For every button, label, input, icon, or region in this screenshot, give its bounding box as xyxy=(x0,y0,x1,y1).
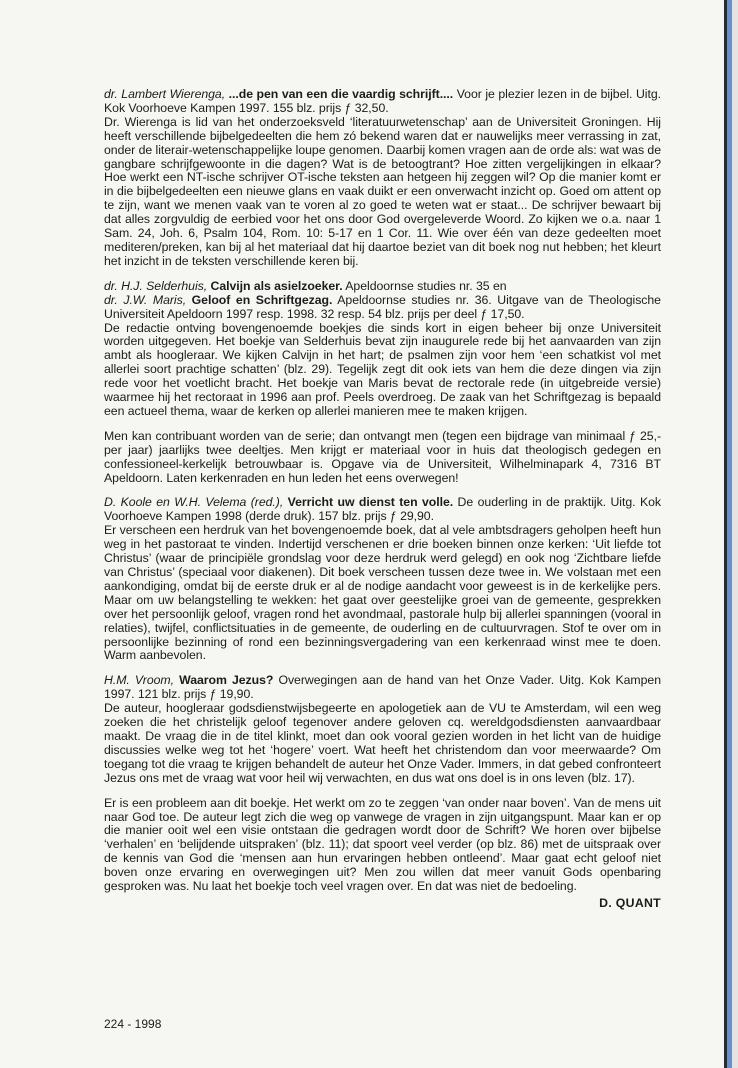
review-book-info: De ouderling in de praktijk. Uitg. Kok Voorhoeve Kampen 1998 (derde druk). 157 blz. prijs ƒ 29,90. xyxy=(104,495,661,524)
review-wierenga xyxy=(104,88,661,269)
review-critique-paragraph: Er is een probleem aan dit boekje. Het werkt om zo te zeggen ‘van onder naar boven’. Van de mens uit naar God toe. De auteur legt zich die weg op vanwege de vragen in zijn uitgangspunt. Maar kan er op die manier ooit wel een visie ontstaan die gedragen wordt door de Schrift? We horen over bijbelse ‘verhalen’ en ‘belijdende uitspraken’ (blz. 11); dat spoort veel verder (op blz. 86) met de uitspraak over de kennis van God die ‘mensen aan hun ervaringen hebben ontleend’. Maar gaat echt geloof niet boven onze ervaring en overwegingen uit? Men zou willen dat meer vanuit Gods openbaring gesproken was. Nu laat het boekje toch veel vragen over. En dat was niet de bedoeling. xyxy=(104,795,661,894)
review-book-info-2: Apeldoornse studies nr. 36. Uitgave van de Theologische Universiteit Apeldoorn 1997 resp. 1998. 32 resp. 54 blz. prijs per deel ƒ 17,50. xyxy=(104,292,661,321)
review-body: De redactie ontving bovengenoemde boekjes die sinds kort in eigen beheer bij onze Universiteit worden uitgegeven. Het boekje van Selderhuis bevat zijn inaugurele rede bij het aanvaarden van zijn ambt als hoogleraar. We kijken Calvijn in het hart; de psalmen zijn voor hem ‘een schatkist vol met allerlei soort prachtige schatten’ (blz. 29). Tegelijk zegt dit ook iets van hem die deze dingen via zijn rede voor het voetlicht bracht. Het boekje van Maris bevat de rectorale rede (in uitgebreide versie) waarmee hij het rectoraat in 1996 aan prof. Peels overdroeg. De zaak van het Schriftgezag is bepaald een actueel thema, waar de kerken op allerlei manieren mee te maken krijgen. xyxy=(104,320,661,418)
review-body: De auteur, hoogleraar godsdienstwijsbegeerte en apologetiek aan de VU te Amsterdam, wil een weg zoeken die het christelijk geloof tegenover andere geloven cq. wereldgodsdiensten aanvaardbaar maakt. De vraag die in de titel klinkt, moet dan ook vooral gezien worden in het licht van de huidige discussies welke weg tot het ‘hogere’ voert. Wat heeft het christendom dan voor meerwaarde? Om toegang tot die vraag te krijgen behandelt de auteur het Onze Vader. Immers, in dat gebed confronteert Jezus ons met de vraag wat voor heil wij verwachten, en dus wat ons doel is in ons leven (blz. 17). xyxy=(104,701,661,785)
review-book-title: Waarom Jezus? xyxy=(179,673,274,688)
review-body: Er verscheen een herdruk van het bovengenoemde boek, dat al vele ambtsdragers geholpen heeft hun weg in het pastoraat te vinden. Indertijd verschenen er drie boeken binnen onze kerken: ‘Uit liefde tot Christus’ (waar de principiële grondslag voor deze herdruk werd gelegd) en ook nog ‘Zichtbare liefde van Christus’ (speciaal voor diakenen). Dit boek verscheen tussen deze twee in. We volstaan met een aankondiging, omdat bij de eerste druk er al de nodige aandacht voor geweest is in de kerkelijke pers. Maar om uw belangstelling te wekken: het gaat over geestelijke groei van de gemeente, gesprekken over het persoonlijk geloof, vragen rond het avondmaal, pastorale hulp bij allerlei spanningen (vooral in relaties), twijfel, conflictsituaties in de gemeente, de ouderling en de cultuurvragen. Stof te over om in persoonlijke bezinning of rond een bezinningsvergadering van een kerkenraad winst mee te doen. Warm aanbevolen. xyxy=(104,523,661,663)
review-author: dr. Lambert Wierenga, xyxy=(104,87,226,101)
review-koole-velema xyxy=(104,496,661,663)
review-vroom xyxy=(104,674,661,785)
review-column xyxy=(104,88,661,911)
review-book-title: Calvijn als asielzoeker. xyxy=(210,278,343,293)
review-book-info: Voor je plezier lezen in de bijbel. Uitg. Kok Voorhoeve Kampen 1997. 155 blz. prijs ƒ 32,50. xyxy=(104,87,661,115)
review-body: Dr. Wierenga is lid van het onderzoeksveld ‘literatuurwetenschap’ aan de Universiteit Groningen. Hij heeft verschillende bijbelgedeelten die hem zó bekend waren dat er nauwelijks meer verrassing in zat, onder de literair-wetenschappelijke loupe genomen. Daarbij komen vragen aan de orde als: wat was de gangbare schrijfgewoonte in die dagen? Wat is de betoogtrant? Hoe zitten vergelijkingen in elkaar? Hoe werkt een NT-ische schrijver OT-ische teksten aan hetgeen hij zeggen wil? Op die manier komt er in die bijbelgedeelten een nieuwe glans en vaak duikt er een onverwacht inzicht op. Goed om attent op te zijn, want we menen vaak van te voren al zo goed te weten wat er staat... De schrijver bewaart bij dat alles zorgvuldig de eerbied voor het ons door God overgeleverde Woord. Zo kijken we o.a. naar 1 Sam. 24, Joh. 6, Psalm 104, Rom. 10: 5-17 en 1 Cor. 11. Wie over één van deze gedeelten moet mediteren/preken, kan bij al het materiaal dat hij daartoe beziet van dit boek nog nut hebben; het kleurt het inzicht in de teksten verschillende keren bij. xyxy=(104,114,661,268)
review-book-title-2: Geloof en Schriftgezag. xyxy=(191,292,333,307)
review-author-2: dr. J.W. Maris, xyxy=(104,292,187,307)
page-footer: 224 - 1998 xyxy=(104,1017,162,1031)
reviewer-signature: D. QUANT xyxy=(599,895,661,910)
review-author: H.M. Vroom, xyxy=(104,673,174,688)
review-author: dr. H.J. Selderhuis, xyxy=(104,278,208,293)
review-apeldoornse-studies xyxy=(104,280,661,419)
review-book-info: Apeldoornse studies nr. 35 en xyxy=(342,278,507,293)
review-book-info: Overwegingen aan de hand van het Onze Vader. Uitg. Kok Kampen 1997. 121 blz. prijs ƒ 19,90. xyxy=(104,673,661,702)
review-book-title: ...de pen van een die vaardig schrijft.... xyxy=(228,87,454,101)
review-author: D. Koole en W.H. Velema (red.), xyxy=(104,495,284,510)
review-book-title: Verricht uw dienst ten volle. xyxy=(287,495,454,510)
review-contribution-paragraph: Men kan contribuant worden van de serie; dan ontvangt men (tegen een bijdrage van minimaal ƒ 25,- per jaar) jaarlijks twee deeltjes. Men krijgt er materiaal voor in huis dat theologisch gedegen en confessioneel-kerkelijk betrouwbaar is. Opgave via de Universiteit, Wilhelminapark 4, 7316 BT Apeldoorn. Laten kerkenraden en hun leden het eens overwegen! xyxy=(104,428,661,485)
book-spine-edge xyxy=(727,0,732,1068)
